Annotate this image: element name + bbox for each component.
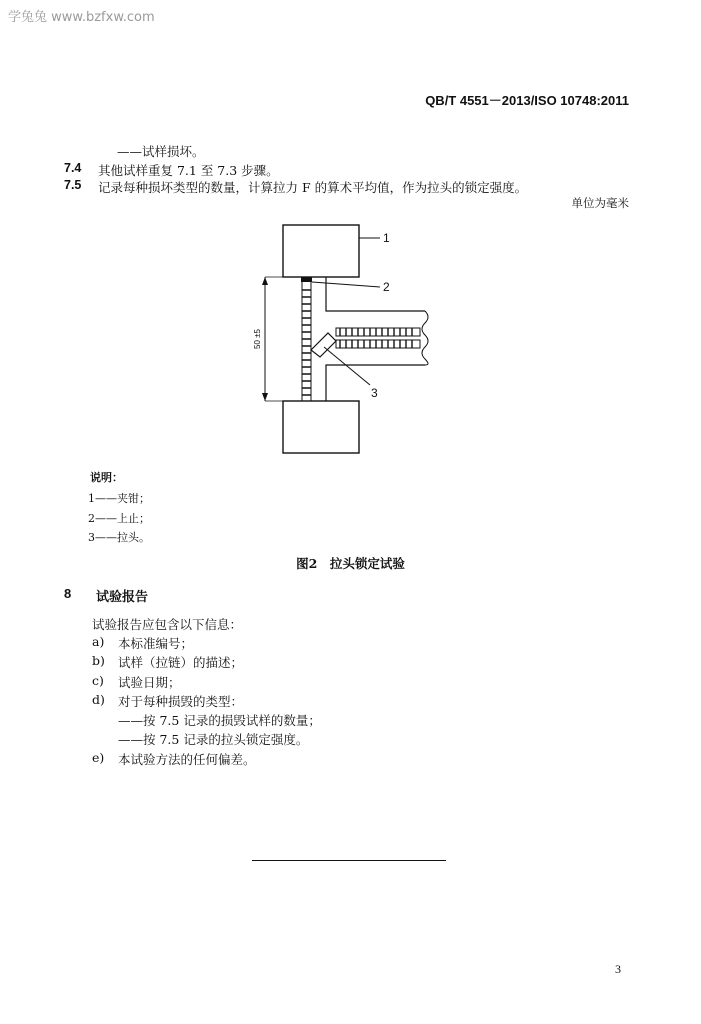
top-stop — [301, 277, 312, 282]
tape-break — [422, 311, 428, 365]
branch-chain-upper — [336, 328, 420, 336]
legend-item-2: 2——上止； — [88, 512, 150, 525]
end-rule — [252, 860, 446, 861]
item-d-sub-2: ——按 7.5 记录的拉头锁定强度。 — [118, 732, 309, 747]
dimension-arrow-bottom — [262, 393, 268, 401]
leader-3 — [324, 347, 370, 385]
standard-code-header: QB/T 4551－2013/ISO 10748:2011 — [425, 93, 629, 108]
clause-7-5-number: 7.5 — [64, 178, 82, 192]
callout-1: 1 — [383, 231, 390, 245]
upper-clamp — [283, 225, 359, 277]
item-e-text: 本试验方法的任何偏差。 — [118, 752, 256, 767]
branch-teeth-upper — [340, 328, 412, 336]
item-a-text: 本标准编号； — [118, 636, 194, 651]
callout-2: 2 — [383, 280, 390, 294]
branch-teeth-lower — [340, 340, 412, 348]
clause-7-5-text: 记录每种损坏类型的数量，计算拉力 F 的算术平均值，作为拉头的锁定强度。 — [98, 180, 528, 195]
slider-lock-test-figure — [240, 215, 450, 460]
item-b-label: b) — [92, 653, 105, 668]
item-c-label: c) — [92, 673, 104, 688]
item-d-label: d) — [92, 692, 105, 707]
dimension-arrow-top — [262, 277, 268, 285]
item-a-label: a) — [92, 634, 105, 649]
branch-chain-lower — [336, 340, 420, 348]
watermark: 学兔兔 www.bzfxw.com — [8, 10, 155, 25]
report-intro: 试验报告应包含以下信息： — [92, 617, 243, 632]
item-b-text: 试样（拉链）的描述； — [118, 655, 244, 670]
legend-title: 说明： — [90, 471, 123, 484]
figure-caption: 图2 拉头锁定试验 — [296, 556, 405, 571]
dimension-label: 50 ±5 — [253, 329, 262, 349]
damage-line: ——试样损坏。 — [117, 144, 205, 159]
unit-note: 单位为毫米 — [571, 196, 629, 210]
clause-7-4-number: 7.4 — [64, 161, 82, 175]
item-d-text: 对于每种损毁的类型： — [118, 694, 244, 709]
legend-item-3: 3——拉头。 — [88, 531, 150, 544]
zipper-tape — [326, 277, 425, 401]
item-e-label: e) — [92, 750, 105, 765]
callout-3: 3 — [371, 386, 378, 400]
section-8-title: 试验报告 — [96, 590, 149, 605]
lower-clamp — [283, 401, 359, 453]
clause-7-4-text: 其他试样重复 7.1 至 7.3 步骤。 — [98, 163, 279, 178]
leader-2 — [312, 282, 380, 287]
legend-item-1: 1——夹钳； — [88, 492, 150, 505]
item-d-sub-1: ——按 7.5 记录的损毁试样的数量； — [118, 713, 321, 728]
item-c-text: 试验日期； — [118, 675, 181, 690]
section-8-number: 8 — [64, 586, 72, 601]
zipper-teeth — [302, 290, 311, 395]
page-number: 3 — [615, 962, 621, 976]
